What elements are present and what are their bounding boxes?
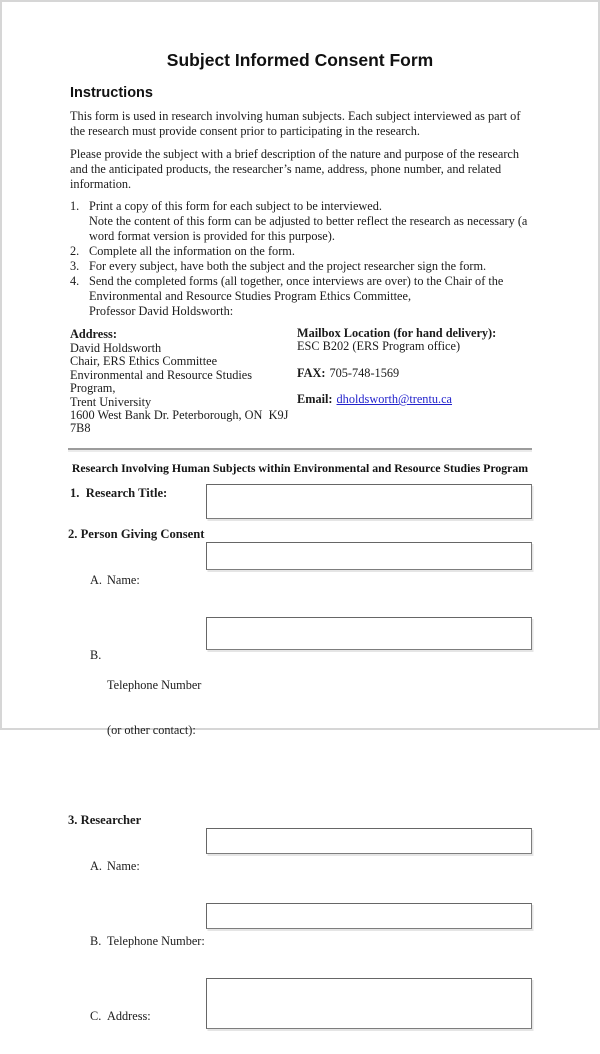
list-item [70,274,532,319]
document-title: Subject Informed Consent Form [166,50,434,70]
email-row [297,393,532,406]
list-item [70,244,532,259]
form-section-title: Research Involving Human Subjects within Environmental and Resource Studies Program [71,460,529,475]
researcher-phone-input[interactable] [206,903,532,929]
field-letter: A. [90,858,102,873]
mailbox-block [297,327,532,436]
list-number: 4. [70,274,80,288]
consent-section-heading: 2. Person Giving Consent [68,526,205,541]
list-number: 1. [70,199,80,213]
list-item [70,199,532,244]
address-line: Environmental and Resource Studies Program, [70,367,256,396]
researcher-phone-label: Telephone Number: [107,933,205,948]
list-number: 2. [70,244,80,258]
researcher-address-label: Address: [107,1008,151,1023]
list-item-text: Send the completed forms (all together, once interviews are over) to the Chair of the Environmental and Resource Studies Program Ethics Committee, [89,274,504,303]
address-line: Trent University [70,394,152,409]
address-line: Chair, ERS Ethics Committee [70,354,218,369]
research-title-row [68,484,532,519]
fax-number: 705-748-1569 [329,365,400,380]
address-block [70,327,297,436]
field-letter: A. [90,572,102,587]
field-letter: B. [90,933,102,948]
list-item-note: Professor David Holdsworth: [89,304,234,318]
researcher-name-label: Name: [107,858,140,873]
address-line: David Holdsworth [70,341,162,355]
consent-name-label: Name: [107,572,140,587]
consent-phone-label-2: (or other contact): [107,722,196,737]
section-divider [68,448,532,450]
consent-phone-row [68,617,532,798]
list-item-text: Print a copy of this form for each subject to be interviewed. [89,199,382,213]
research-title-input[interactable] [206,484,532,519]
list-item-text: For every subject, have both the subject and the project researcher sign the form. [89,259,487,273]
instructions-heading: Instructions [70,85,153,101]
address-line: 1600 West Bank Dr. Peterborough, ON K9J 7B8 [70,408,292,436]
researcher-address-row [68,978,532,1054]
researcher-name-input[interactable] [206,828,532,854]
fax-row [297,367,532,380]
intro-paragraph: This form is used in research involving human subjects. Each subject interviewed as part of the research must provide consent prior to participating in the research. [70,109,521,138]
consent-phone-input[interactable] [206,617,532,650]
consent-name-input[interactable] [206,542,532,570]
contact-block [70,327,532,436]
list-item [70,259,532,274]
list-number: 3. [70,259,80,273]
research-title-label: 1. Research Title: [70,485,168,500]
address-label: Address: [70,327,117,341]
field-letter: B. [90,647,102,662]
researcher-address-input[interactable] [206,978,532,1029]
email-link[interactable]: dholdsworth@trentu.ca [336,392,453,407]
list-item-note: Note the content of this form can be adjusted to better reflect the research as necessary (a word format version is provided for this purpose). [89,214,528,243]
mailbox-label: Mailbox Location (for hand delivery): [297,326,497,340]
list-item-text: Complete all the information on the form. [89,244,295,258]
description-paragraph: Please provide the subject with a brief description of the nature and purpose of the research and the anticipated products, the researcher’s name, address, phone number, and related information. [70,147,520,191]
instruction-list [70,199,532,319]
researcher-section-heading: 3. Researcher [68,812,142,827]
email-label: Email: [297,392,333,407]
consent-phone-label: Telephone Number [107,677,202,692]
mailbox-value: ESC B202 (ERS Program office) [297,339,461,354]
consent-name-row [68,542,532,618]
researcher-phone-row [68,903,532,979]
field-letter: C. [90,1008,102,1023]
fax-label: FAX: [297,365,326,380]
researcher-name-row [68,828,532,904]
